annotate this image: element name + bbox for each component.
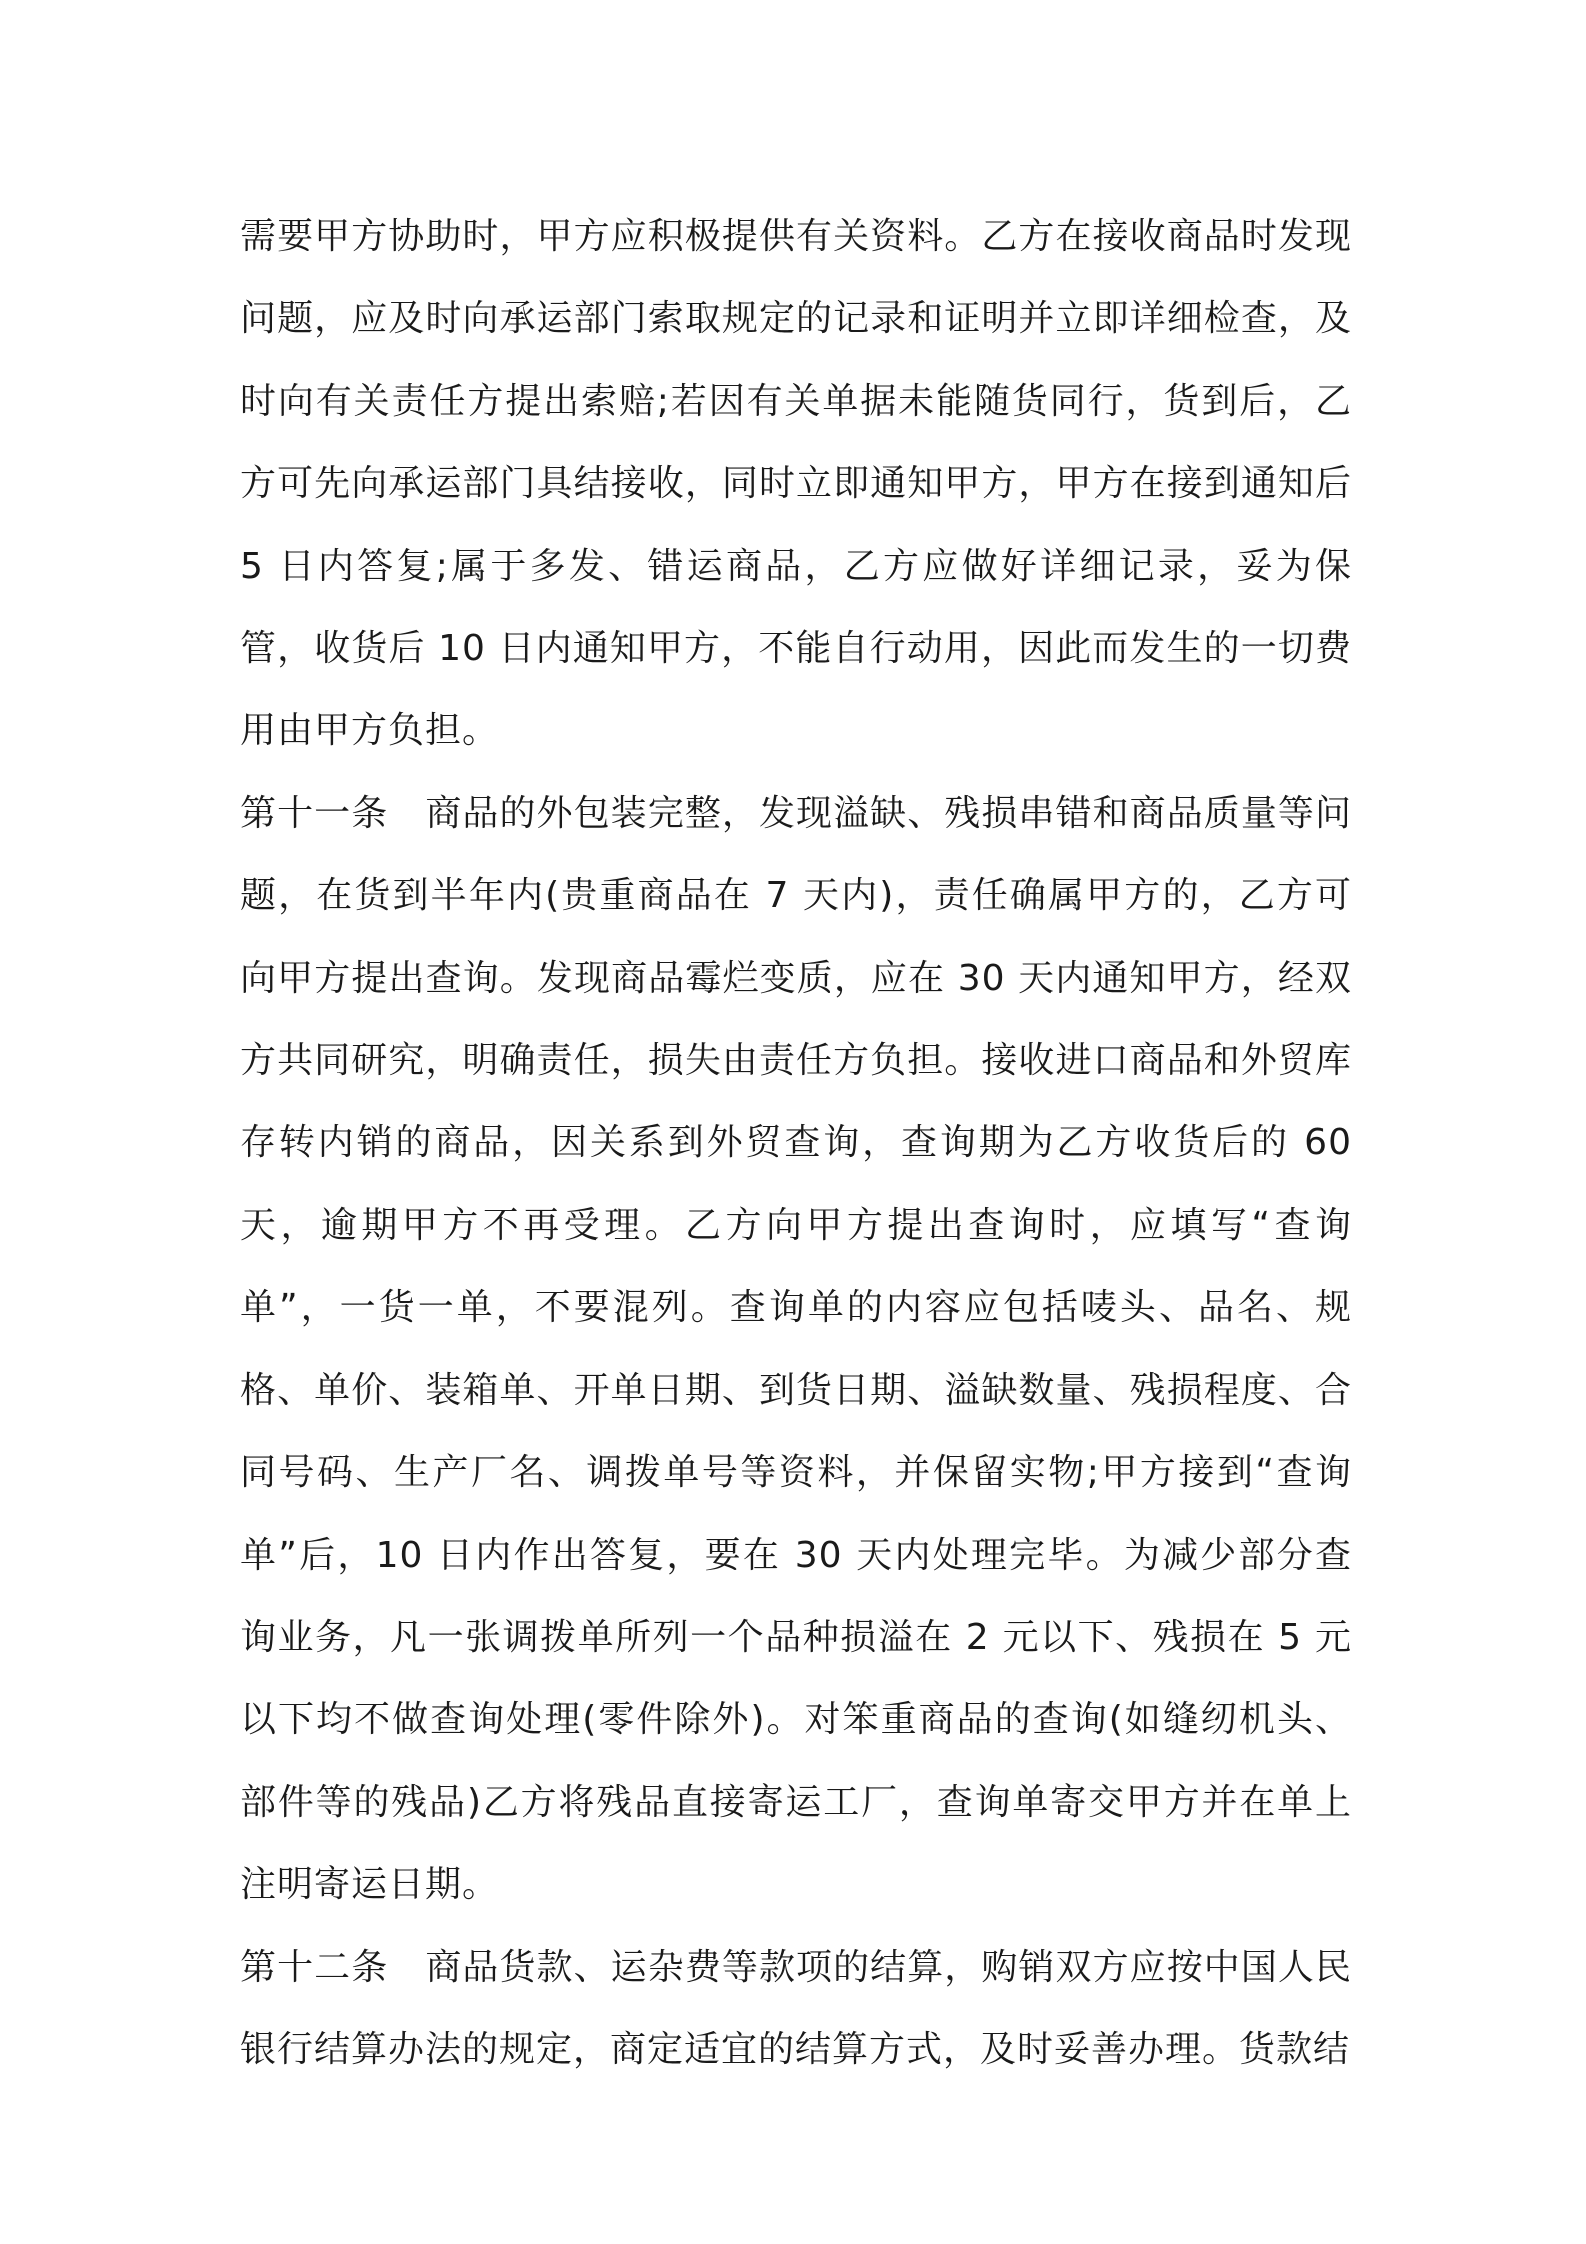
document-body: [240, 196, 1352, 2091]
paragraph-article-10-continued: 需要甲方协助时，甲方应积极提供有关资料。乙方在接收商品时发现问题，应及时向承运部门索取规定的记录和证明并立即详细检查，及时向有关责任方提出索赔;若因有关单据未能随货同行，货到后，乙方可先向承运部门具结接收，同时立即通知甲方，甲方在接到通知后 5 日内答复;属于多发、错运商品，乙方应做好详细记录，妥为保管，收货后 10 日内通知甲方，不能自行动用，因此而发生的一切费用由甲方负担。: [240, 216, 1352, 752]
paragraph-article-11: 第十一条 商品的外包装完整，发现溢缺、残损串错和商品质量等问题，在货到半年内(贵重商品在 7 天内)，责任确属甲方的，乙方可向甲方提出查询。发现商品霉烂变质，应在 30 天内通知甲方，经双方共同研究，明确责任，损失由责任方负担。接收进口商品和外贸库存转内销的商品，因关系到外贸查询，查询期为乙方收货后的 60 天，逾期甲方不再受理。乙方向甲方提出查询时，应填写“查询单”，一货一单，不要混列。查询单的内容应包括唛头、品名、规格、单价、装箱单、开单日期、到货日期、溢缺数量、残损程度、合同号码、生产厂名、调拨单号等资料，并保留实物;甲方接到“查询单”后，10 日内作出答复，要在 30 天内处理完毕。为减少部分查询业务，凡一张调拨单所列一个品种损溢在 2 元以下、残损在 5 元以下均不做查询处理(零件除外)。对笨重商品的查询(如缝纫机头、部件等的残品)乙方将残品直接寄运工厂，查询单寄交甲方并在单上注明寄运日期。: [240, 792, 1352, 1906]
paragraph-article-12: 第十二条 商品货款、运杂费等款项的结算，购销双方应按中国人民银行结算办法的规定，商定适宜的结算方式，及时妥善办理。货款结: [240, 1946, 1352, 2070]
